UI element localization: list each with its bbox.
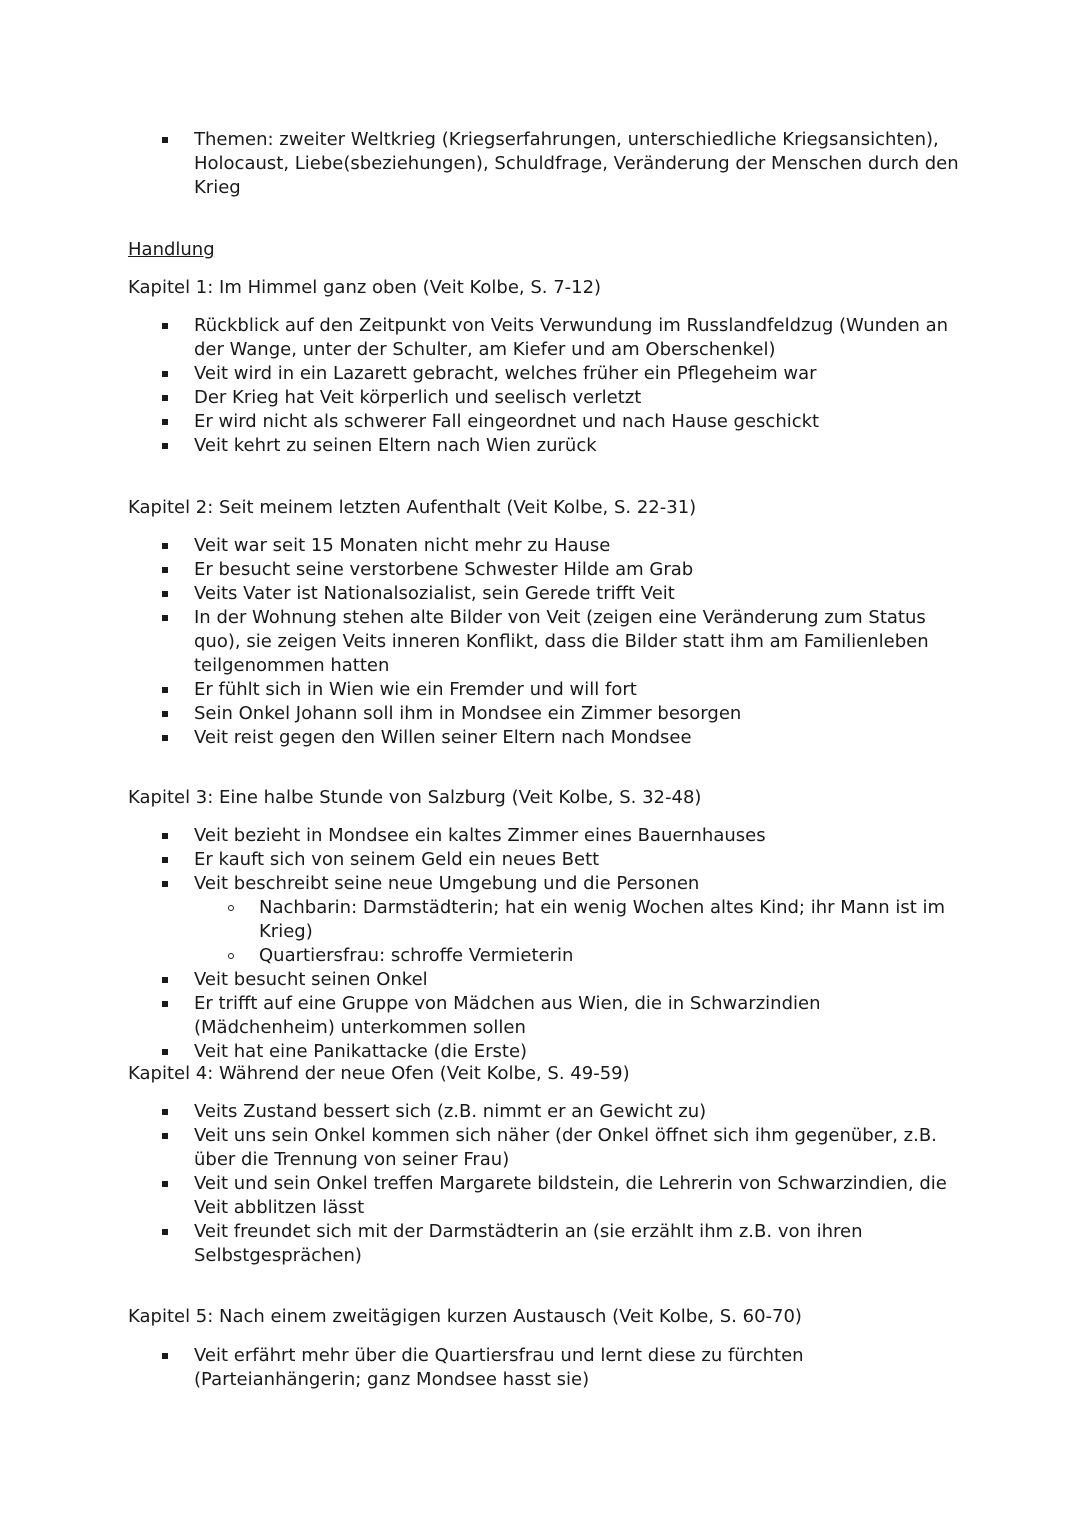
list-item: Veit bezieht in Mondsee ein kaltes Zimmer eines Bauernhauses	[0, 824, 1080, 848]
bullet-icon	[162, 615, 168, 621]
bullet-icon	[162, 371, 168, 377]
bullet-icon	[162, 687, 168, 693]
bullet-icon	[162, 543, 168, 549]
chapter-1-list	[0, 314, 1080, 458]
chapter-5-list	[0, 1344, 1080, 1392]
list-item: Veit besucht seinen Onkel	[0, 968, 1080, 992]
list-item: Veit freundet sich mit der Darmstädterin an (sie erzählt ihm z.B. von ihren Selbstgesprächen)	[0, 1220, 1080, 1268]
chapter-4-list	[0, 1100, 1080, 1268]
circle-bullet-icon	[228, 953, 234, 959]
bullet-icon	[162, 735, 168, 741]
list-item: Veit erfährt mehr über die Quartiersfrau und lernt diese zu fürchten (Parteianhängerin; ganz Mondsee hasst sie)	[0, 1344, 1080, 1392]
list-item: Veit hat eine Panikattacke (die Erste)	[0, 1040, 1080, 1064]
bullet-icon	[162, 833, 168, 839]
list-item: In der Wohnung stehen alte Bilder von Veit (zeigen eine Veränderung zum Status quo), sie zeigen Veits inneren Konflikt, dass die Bilder statt ihm am Familienleben teilgenommen hatten	[0, 606, 1080, 678]
list-item: Sein Onkel Johann soll ihm in Mondsee ein Zimmer besorgen	[0, 702, 1080, 726]
bullet-icon	[162, 1353, 168, 1359]
bullet-icon	[162, 1001, 168, 1007]
list-item: Veits Zustand bessert sich (z.B. nimmt er an Gewicht zu)	[0, 1100, 1080, 1124]
list-item: Er trifft auf eine Gruppe von Mädchen aus Wien, die in Schwarzindien (Mädchenheim) unterkommen sollen	[0, 992, 1080, 1040]
bullet-icon	[162, 1049, 168, 1055]
chapter-3-sublist	[194, 896, 962, 968]
list-item: Veit reist gegen den Willen seiner Eltern nach Mondsee	[0, 726, 1080, 750]
chapter-3-list	[0, 824, 1080, 1064]
bullet-icon	[162, 395, 168, 401]
list-item: Veit wird in ein Lazarett gebracht, welches früher ein Pflegeheim war	[0, 362, 1080, 386]
bullet-icon	[162, 1133, 168, 1139]
list-item: Rückblick auf den Zeitpunkt von Veits Verwundung im Russlandfeldzug (Wunden an der Wange, unter der Schulter, am Kiefer und am Oberschenkel)	[0, 314, 1080, 362]
chapter-2-title: Kapitel 2: Seit meinem letzten Aufenthalt (Veit Kolbe, S. 22-31)	[128, 497, 697, 518]
list-item: Er fühlt sich in Wien wie ein Fremder und will fort	[0, 678, 1080, 702]
list-item: Er wird nicht als schwerer Fall eingeordnet und nach Hause geschickt	[0, 410, 1080, 434]
bullet-icon	[162, 137, 168, 143]
bullet-icon	[162, 443, 168, 449]
list-item: Veit war seit 15 Monaten nicht mehr zu Hause	[0, 534, 1080, 558]
bullet-icon	[162, 711, 168, 717]
chapter-4-title: Kapitel 4: Während der neue Ofen (Veit Kolbe, S. 49-59)	[128, 1063, 630, 1084]
list-item: Veit kehrt zu seinen Eltern nach Wien zurück	[0, 434, 1080, 458]
sub-list-item: Quartiersfrau: schroffe Vermieterin	[194, 944, 962, 968]
section-heading: Handlung	[128, 239, 215, 260]
bullet-icon	[162, 1229, 168, 1235]
list-item: Themen: zweiter Weltkrieg (Kriegserfahrungen, unterschiedliche Kriegsansichten), Holocaust, Liebe(sbeziehungen), Schuldfrage, Veränderung der Menschen durch den Krieg	[0, 128, 1080, 200]
chapter-5-title: Kapitel 5: Nach einem zweitägigen kurzen Austausch (Veit Kolbe, S. 60-70)	[128, 1306, 802, 1327]
bullet-icon	[162, 591, 168, 597]
chapter-3-title: Kapitel 3: Eine halbe Stunde von Salzburg (Veit Kolbe, S. 32-48)	[128, 787, 702, 808]
bullet-icon	[162, 1181, 168, 1187]
chapter-2-list	[0, 534, 1080, 750]
list-item: Veit und sein Onkel treffen Margarete bildstein, die Lehrerin von Schwarzindien, die Veit abblitzen lässt	[0, 1172, 1080, 1220]
bullet-icon	[162, 881, 168, 887]
bullet-icon	[162, 419, 168, 425]
list-item: Er besucht seine verstorbene Schwester Hilde am Grab	[0, 558, 1080, 582]
bullet-icon	[162, 857, 168, 863]
list-item: Er kauft sich von seinem Geld ein neues Bett	[0, 848, 1080, 872]
bullet-icon	[162, 977, 168, 983]
circle-bullet-icon	[228, 905, 234, 911]
list-item: Veits Vater ist Nationalsozialist, sein Gerede trifft Veit	[0, 582, 1080, 606]
list-item: Veit uns sein Onkel kommen sich näher (der Onkel öffnet sich ihm gegenüber, z.B. über die Trennung von seiner Frau)	[0, 1124, 1080, 1172]
bullet-icon	[162, 323, 168, 329]
bullet-icon	[162, 1109, 168, 1115]
list-item: Veit beschreibt seine neue Umgebung und die Personen Nachbarin: Darmstädterin; hat ein wenig Wochen altes Kind; ihr Mann ist im Krieg) Quartiersfrau: schroffe Vermieterin	[0, 872, 1080, 968]
bullet-icon	[162, 567, 168, 573]
sub-list-item: Nachbarin: Darmstädterin; hat ein wenig Wochen altes Kind; ihr Mann ist im Krieg)	[194, 896, 962, 944]
chapter-1-title: Kapitel 1: Im Himmel ganz oben (Veit Kolbe, S. 7-12)	[128, 277, 602, 298]
list-item: Der Krieg hat Veit körperlich und seelisch verletzt	[0, 386, 1080, 410]
intro-list	[0, 128, 1080, 200]
